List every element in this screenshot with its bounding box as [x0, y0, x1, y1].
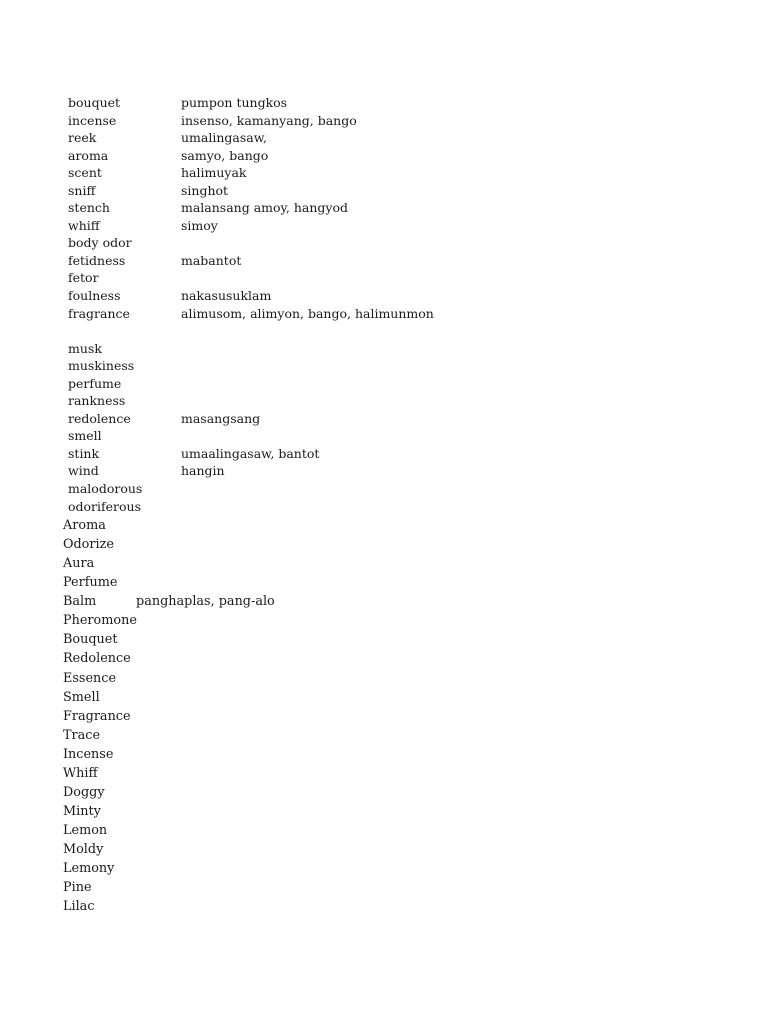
tagalog-translation: pumpon tungkos: [181, 95, 288, 110]
word-entry: [63, 840, 703, 859]
english-term: whiff: [68, 217, 100, 233]
english-term: stench: [68, 200, 110, 216]
english-term: fetidness: [68, 252, 126, 268]
english-term: Aroma: [63, 518, 106, 533]
english-term: Balm: [63, 594, 97, 610]
english-term: Incense: [63, 746, 114, 762]
word-entry: [68, 164, 708, 182]
english-term: Whiff: [63, 765, 98, 781]
english-term: sniff: [68, 182, 96, 198]
word-entry: [63, 516, 703, 535]
tagalog-translation: halimuyak: [181, 165, 247, 181]
word-list-capitalized: [63, 516, 703, 916]
word-list-lowercase: [68, 94, 708, 515]
english-term: stink: [68, 445, 100, 461]
english-term: body odor: [68, 235, 132, 251]
word-entry: [68, 269, 708, 287]
english-term: muskiness: [68, 358, 135, 374]
english-term: rankness: [68, 393, 126, 409]
word-entry: [63, 630, 703, 649]
english-term: Lemony: [63, 861, 115, 877]
english-term: Redolence: [63, 651, 131, 667]
word-entry: [68, 322, 708, 340]
tagalog-translation: panghaplas, pang-alo: [136, 594, 275, 610]
tagalog-translation: hangin: [181, 463, 225, 479]
word-entry: [68, 112, 708, 130]
english-term: redolence: [68, 410, 131, 426]
tagalog-translation: umalingasaw,: [181, 130, 267, 146]
word-entry: [68, 498, 708, 516]
tagalog-translation: insenso, kamanyang, bango: [181, 112, 357, 128]
english-term: Odorize: [63, 537, 114, 553]
tagalog-translation: samyo, bango: [181, 147, 269, 163]
word-entry: [68, 199, 708, 217]
word-entry: [63, 859, 703, 878]
english-term: Trace: [63, 727, 101, 743]
word-entry: [63, 764, 703, 783]
word-entry: [63, 611, 703, 630]
word-entry: [68, 217, 708, 235]
english-term: reek: [68, 130, 97, 146]
word-entry: [63, 649, 703, 668]
word-entry: [68, 340, 708, 358]
word-entry: [68, 375, 708, 393]
word-entry: [68, 147, 708, 165]
word-entry: [68, 480, 708, 498]
word-entry: [63, 554, 703, 573]
english-term: Moldy: [63, 842, 104, 858]
english-term: odoriferous: [68, 498, 142, 514]
english-term: Aura: [63, 556, 95, 572]
word-entry: [63, 707, 703, 726]
english-term: Doggy: [63, 784, 105, 800]
english-term: Pine: [63, 880, 92, 896]
word-entry: [68, 182, 708, 200]
word-entry: [68, 129, 708, 147]
tagalog-translation: alimusom, alimyon, bango, halimunmon: [181, 305, 434, 321]
word-entry: [63, 726, 703, 745]
english-term: perfume: [68, 375, 122, 391]
english-term: bouquet: [68, 95, 121, 110]
english-term: smell: [68, 428, 102, 444]
english-term: Bouquet: [63, 632, 118, 648]
word-entry: [63, 897, 703, 916]
word-entry: [63, 573, 703, 592]
word-entry: [68, 427, 708, 445]
word-entry: [68, 287, 708, 305]
english-term: foulness: [68, 288, 121, 304]
word-entry: [63, 669, 703, 688]
word-entry: [63, 745, 703, 764]
word-entry: [68, 357, 708, 375]
tagalog-translation: malansang amoy, hangyod: [181, 200, 349, 216]
english-term: Lilac: [63, 899, 95, 915]
english-term: incense: [68, 112, 117, 128]
english-term: wind: [68, 463, 99, 479]
english-term: aroma: [68, 147, 109, 163]
word-entry: [63, 688, 703, 707]
english-term: Lemon: [63, 823, 108, 838]
english-term: Perfume: [63, 575, 118, 591]
word-entry: [68, 462, 708, 480]
word-entry: [63, 878, 703, 897]
tagalog-translation: singhot: [181, 182, 229, 198]
english-term: Essence: [63, 670, 117, 686]
word-entry: [68, 410, 708, 428]
english-term: scent: [68, 165, 102, 181]
english-term: Fragrance: [63, 708, 131, 724]
word-entry: [63, 783, 703, 802]
word-entry: [68, 252, 708, 270]
english-term: Smell: [63, 689, 100, 705]
word-entry: [68, 445, 708, 463]
word-entry: [63, 802, 703, 821]
english-term: fetor: [68, 270, 99, 286]
tagalog-translation: simoy: [181, 217, 218, 233]
tagalog-translation: umaalingasaw, bantot: [181, 445, 320, 461]
tagalog-translation: masangsang: [181, 410, 261, 426]
word-entry: [63, 821, 703, 840]
word-entry: [68, 94, 708, 112]
word-entry: [68, 305, 708, 323]
tagalog-translation: mabantot: [181, 252, 242, 268]
english-term: musk: [68, 340, 102, 356]
word-entry: [68, 234, 708, 252]
english-term: Pheromone: [63, 613, 137, 629]
word-entry: [68, 392, 708, 410]
word-entry: [63, 535, 703, 554]
english-term: Minty: [63, 803, 101, 819]
tagalog-translation: nakasusuklam: [181, 288, 272, 304]
english-term: fragrance: [68, 305, 130, 321]
word-entry: [63, 592, 703, 611]
english-term: malodorous: [68, 481, 143, 497]
